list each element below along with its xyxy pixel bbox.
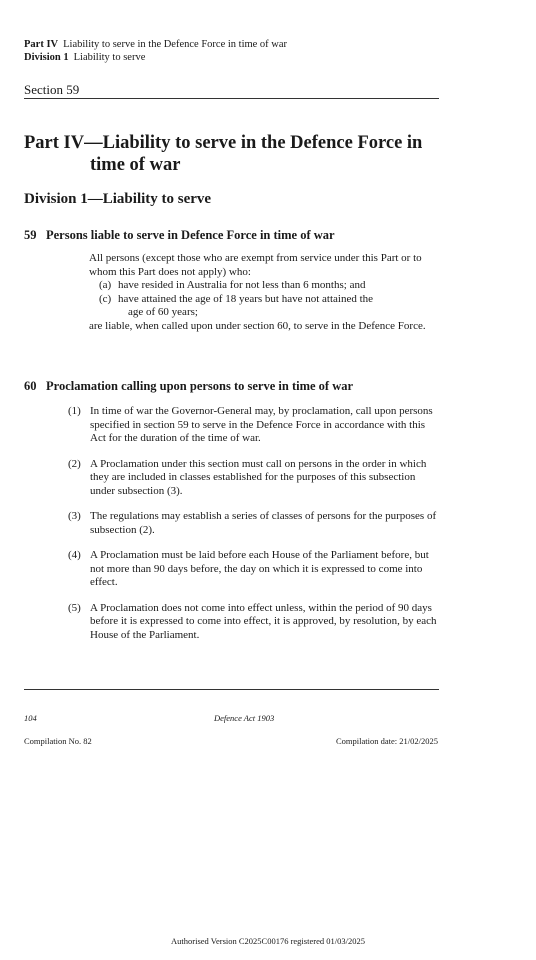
subsection-label: (4) xyxy=(68,549,81,561)
header-part-label: Part IV xyxy=(24,39,59,50)
part-title-line1: Part IV—Liability to serve in the Defence Force in xyxy=(24,133,423,153)
act-name: Defence Act 1903 xyxy=(214,713,275,723)
section-60-title: Proclamation calling upon persons to serve in time of war xyxy=(46,379,354,393)
subsection-text: The regulations may establish a series of classes of persons for the purposes of subsection (2). xyxy=(90,510,437,536)
header-section-ref: Section 59 xyxy=(24,82,80,97)
header-division-text: Liability to serve xyxy=(73,52,146,63)
part-title-line2: time of war xyxy=(90,155,181,175)
section-60-heading xyxy=(24,379,353,394)
subsection xyxy=(68,602,440,643)
header-part-line xyxy=(24,38,287,51)
section-59-number: 59 xyxy=(24,228,37,242)
header-division-label: Division 1 xyxy=(24,52,69,63)
section-60-number: 60 xyxy=(24,379,37,393)
subsection xyxy=(68,458,440,499)
subsection-label: (5) xyxy=(68,601,81,614)
subsection xyxy=(68,549,440,590)
section-59-para-a xyxy=(89,279,439,293)
header-divider xyxy=(24,98,439,99)
para-text: have resided in Australia for not less than 6 months; and xyxy=(118,279,366,291)
authorised-version: Authorised Version C2025C00176 registered 01/03/2025 xyxy=(171,936,365,946)
para-text: have attained the age of 18 years but have not attained the xyxy=(118,292,374,305)
section-59-body xyxy=(89,252,439,333)
subsection-text: A Proclamation does not come into effect unless, within the period of 90 days before it is expressed to come into effect, it is approved, by resolution, by each House of the Parliament. xyxy=(90,601,437,641)
para-label: (a) xyxy=(99,279,112,291)
running-header xyxy=(24,38,287,64)
footer-divider xyxy=(24,689,439,690)
subsection-label: (2) xyxy=(68,457,81,470)
compilation-number: Compilation No. 82 xyxy=(24,736,92,746)
compilation-date: Compilation date: 21/02/2025 xyxy=(336,736,438,746)
subsection-label: (1) xyxy=(68,405,81,417)
section-59-title: Persons liable to serve in Defence Force in time of war xyxy=(46,228,335,242)
subsection-text: A Proclamation under this section must call on persons in the order in which they are included in classes established for the purposes of this subsection under subsection (3). xyxy=(90,457,427,497)
section-59-intro: All persons (except those who are exempt from service under this Part or to whom this Part does not apply) who: xyxy=(89,252,422,278)
para-label: (c) xyxy=(99,292,112,305)
header-division-line xyxy=(24,51,287,64)
section-59-closing: are liable, when called upon under section 60, to serve in the Defence Force. xyxy=(89,319,426,332)
subsection xyxy=(68,510,440,537)
part-title xyxy=(24,132,444,176)
section-60-subsections xyxy=(68,405,440,654)
section-59-heading xyxy=(24,228,335,243)
subsection-label: (3) xyxy=(68,510,81,522)
page-number: 104 xyxy=(24,713,37,723)
division-title: Division 1—Liability to serve xyxy=(24,191,212,207)
para-text-continued: age of 60 years; xyxy=(128,306,198,318)
header-part-text: Liability to serve in the Defence Force in time of war xyxy=(63,39,288,50)
subsection xyxy=(68,405,440,446)
subsection-text: In time of war the Governor-General may, by proclamation, call upon persons specified in section 59 to serve in the Defence Force in accordance with this Act for the duration of the time of war. xyxy=(90,405,433,444)
subsection-text: A Proclamation must be laid before each House of the Parliament before, but not more than 90 days before, the day on which it is expressed to come into effect. xyxy=(90,549,429,588)
section-59-para-c xyxy=(89,293,439,320)
